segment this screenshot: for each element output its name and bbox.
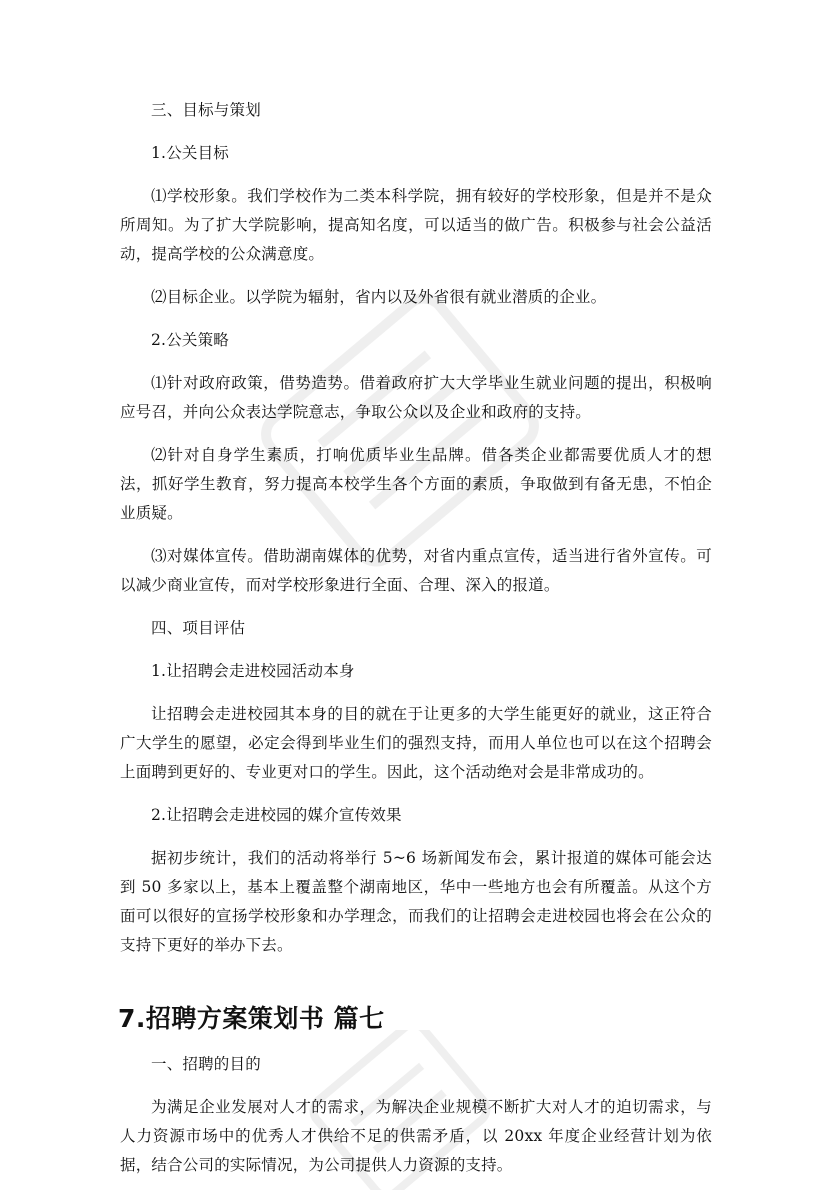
section-heading: 三、目标与策划 — [151, 101, 261, 119]
chapter-title: 7.招聘方案策划书 篇七 — [118, 1004, 385, 1033]
subsection-heading: 1.公关目标 — [151, 144, 229, 162]
paragraph: 据初步统计，我们的活动将举行 5~6 场新闻发布会，累计报道的媒体可能会达到 50 多家以上，基本上覆盖整个湖南地区，华中一些地方也会有所覆盖。从这个方面可以很好的宣扬学校形象和办学理念，而我们的让招聘会走进校园也将会在公众的支持下更好的举办下去。 — [120, 849, 712, 954]
paragraph: 让招聘会走进校园其本身的目的就在于让更多的大学生能更好的就业，这正符合广大学生的愿望，必定会得到毕业生们的强烈支持，而用人单位也可以在这个招聘会上面聘到更好的、专业更对口的学生。因此，这个活动绝对会是非常成功的。 — [120, 705, 712, 781]
paragraph: ⑴学校形象。我们学校作为二类本科学院，拥有较好的学校形象，但是并不是众所周知。为了扩大学院影响，提高知名度，可以适当的做广告。积极参与社会公益活动，提高学校的公众满意度。 — [120, 187, 712, 263]
paragraph: ⑶对媒体宣传。借助湖南媒体的优势，对省内重点宣传，适当进行省外宣传。可以减少商业宣传，而对学校形象进行全面、合理、深入的报道。 — [120, 547, 712, 594]
paragraph: ⑵针对自身学生素质，打响优质毕业生品牌。借各类企业都需要优质人才的想法，抓好学生教育，努力提高本校学生各个方面的素质，争取做到有备无患，不怕企业质疑。 — [120, 446, 712, 522]
subsection-heading: 2.让招聘会走进校园的媒介宣传效果 — [151, 806, 402, 824]
paragraph: ⑵目标企业。以学院为辐射，省内以及外省很有就业潜质的企业。 — [151, 288, 607, 306]
paragraph: ⑴针对政府政策，借势造势。借着政府扩大大学毕业生就业问题的提出，积极响应号召，并向公众表达学院意志，争取公众以及企业和政府的支持。 — [120, 374, 712, 421]
section-heading: 一、招聘的目的 — [151, 1055, 261, 1073]
paragraph: 为满足企业发展对人才的需求，为解决企业规模不断扩大对人才的迫切需求，与人力资源市场中的优秀人才供给不足的供需矛盾，以 20xx 年度企业经营计划为依据，结合公司的实际情况，为公司提供人力资源的支持。 — [120, 1098, 712, 1174]
subsection-heading: 2.公关策略 — [151, 331, 229, 349]
document-body — [120, 96, 712, 1180]
section-heading: 四、项目评估 — [151, 619, 246, 637]
subsection-heading: 1.让招聘会走进校园活动本身 — [151, 662, 355, 680]
